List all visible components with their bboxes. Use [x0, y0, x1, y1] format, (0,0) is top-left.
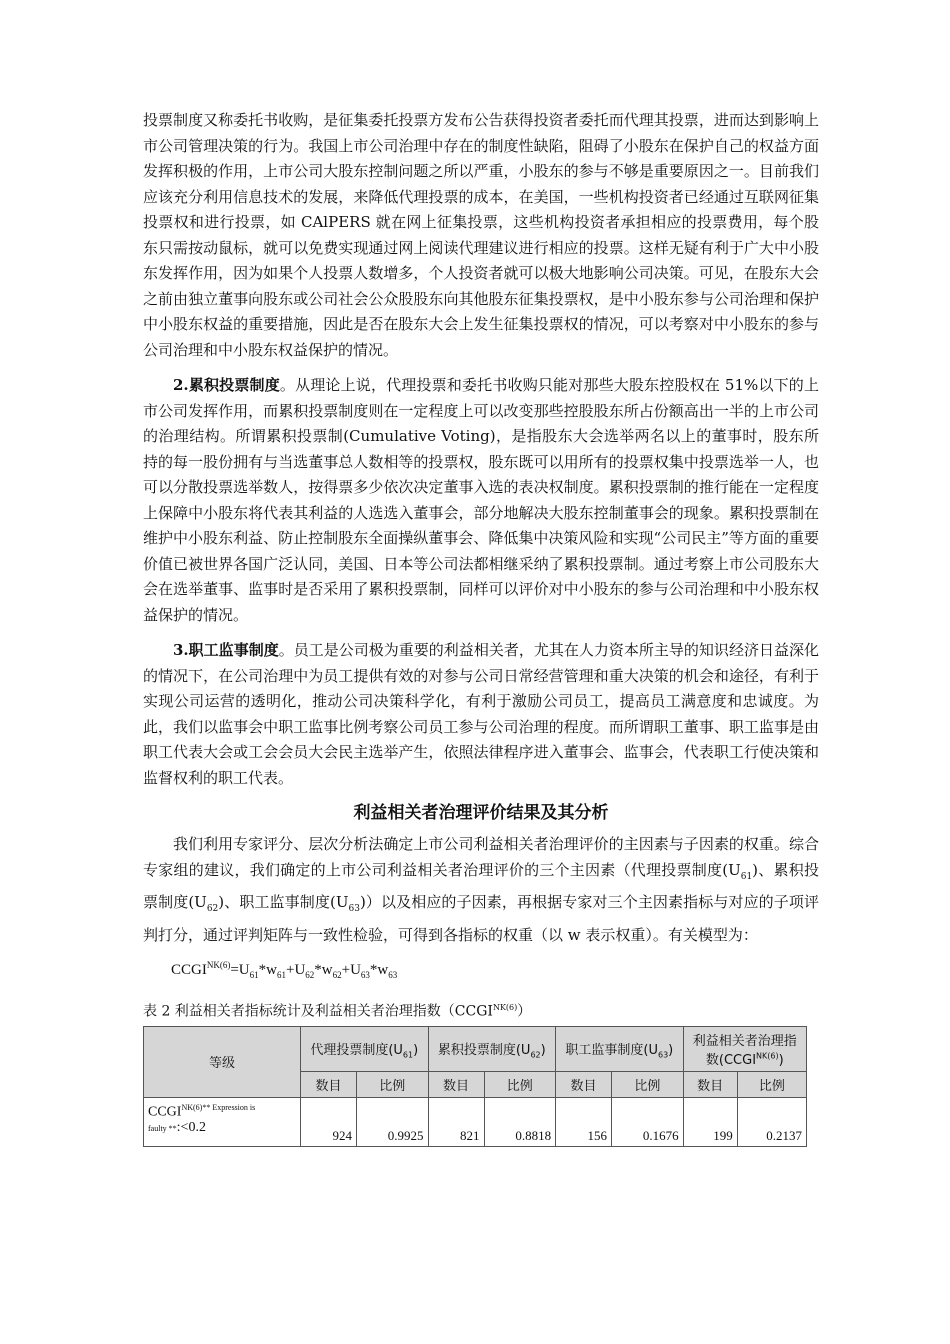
cell-cumulative-count: 821	[428, 1097, 484, 1146]
formula-part: *w	[369, 962, 389, 978]
formula-sub: 63	[388, 970, 398, 980]
subheader-ratio: 比例	[356, 1072, 428, 1097]
cell-employee-ratio: 0.1676	[612, 1097, 684, 1146]
paragraph-employee-supervisor	[143, 638, 819, 791]
cell-index-count: 199	[683, 1097, 737, 1146]
subheader-count: 数目	[428, 1072, 484, 1097]
formula-part: +U	[341, 962, 361, 978]
subheader-count: 数目	[301, 1072, 357, 1097]
header-paren: )	[540, 1042, 546, 1058]
subscript-61: 61	[740, 871, 753, 882]
header-text: 代理投票制度(U	[310, 1042, 403, 1058]
header-text: 职工监事制度(U	[565, 1042, 658, 1058]
formula-sub: 61	[249, 970, 259, 980]
formula-part: +U	[285, 962, 306, 978]
model-formula	[171, 952, 819, 988]
subheader-count: 数目	[556, 1072, 612, 1097]
header-sup: NK(6)	[756, 1051, 779, 1061]
header-text: 数(CCGI	[705, 1052, 757, 1068]
cell-employee-count: 156	[556, 1097, 612, 1146]
stakeholder-index-table	[143, 1026, 807, 1147]
cell-proxy-ratio: 0.9925	[356, 1097, 428, 1146]
formula-sub: 62	[305, 970, 315, 980]
row-label-sup: NK(6)** Expression is	[181, 1102, 256, 1112]
text-employee-supervisor: 。员工是公司极为重要的利益相关者，尤其在人力资本所主导的知识经济日益深化的情况下，在公司治理中为员工提供有效的对参与公司日常经营管理和重大决策的机会和途径，有利于实现公司运营的透明化，推动公司决策科学化，有利于激励公司员工，提高员工满意度和忠诚度。为此，我们以监事会中职工监事比例考察公司员工参与公司治理的程度。而所谓职工董事、职工监事是由职工代表大会或工会会员大会民主选举产生，依照法律程序进入董事会、监事会，代表职工行使决策和监督权利的职工代表。	[143, 641, 819, 787]
formula-lhs-sup: NK(6)	[206, 960, 231, 970]
header-sub: 62	[530, 1050, 541, 1060]
section-title: 利益相关者治理评价结果及其分析	[353, 803, 609, 823]
formula-sub: 62	[332, 970, 342, 980]
subheader-ratio: 比例	[484, 1072, 556, 1097]
row-label	[144, 1097, 301, 1146]
document-content	[143, 108, 819, 1147]
heading-employee-supervisor: 3.职工监事制度	[173, 641, 279, 659]
caption-text: 表 2 利益相关者指标统计及利益相关者治理指数（CCGI	[143, 1003, 493, 1020]
header-text: 利益相关者治理指	[692, 1033, 797, 1049]
heading-cumulative-voting: 2.累积投票制度	[173, 376, 280, 394]
cell-index-ratio: 0.2137	[737, 1097, 806, 1146]
text-evaluation-b: )、累积投票制度(U	[143, 860, 819, 911]
subheader-ratio: 比例	[612, 1072, 684, 1097]
header-cumulative-voting	[428, 1026, 556, 1072]
paragraph-evaluation-method	[143, 832, 819, 948]
text-cumulative-voting: 。从理论上说，代理投票和委托书收购只能对那些大股东控股权在 51%以下的上市公司发挥作用，而累积投票制度则在一定程度上可以改变那些控股股东所占份额高出一半的上市公司的治理结构。所谓累积投票制(Cumulative Voting)，是指股东大会选举两名以上的董事时，股东所持的每一股份拥有与当选董事总人数相等的投票权，股东既可以用所有的投票权集中投票选举一人，也可以分散投票选举数人，按得票多少依次决定董事入选的表决权制度。累积投票制的推行能在一定程度上保障中小股东将代表其利益的人选选入董事会，部分地解决大股东控制董事会的现象。累积投票制在维护中小股东利益、防止控制股东全面操纵董事会、降低集中决策风险和实现“公司民主”等方面的重要价值已被世界各国广泛认同，美国、日本等公司法都相继采纳了累积投票制。通过考察上市公司股东大会在选举董事、监事时是否采用了累积投票制，同样可以评价对中小股东的参与公司治理和中小股东权益保护的情况。	[143, 376, 819, 624]
caption-sup: NK(6)	[492, 1003, 518, 1012]
paragraph-cumulative-voting	[143, 373, 819, 628]
header-paren: )	[413, 1042, 419, 1058]
formula-part: =U	[230, 962, 250, 978]
table-header-row	[144, 1026, 807, 1072]
subheader-ratio: 比例	[737, 1072, 806, 1097]
text-evaluation-d: )）以及相应的子因素，再根据专家对三个主因素指标与对应的子项评判打分，通过评判矩阵与一致性检验，可得到各指标的权重（以 w 表示权重）。有关模型为：	[143, 893, 819, 944]
header-sub: 63	[657, 1050, 669, 1060]
row-label-text: CCGI	[148, 1104, 182, 1120]
formula-sub: 63	[360, 970, 370, 980]
subheader-count: 数目	[683, 1072, 737, 1097]
formula-sub: 61	[276, 970, 286, 980]
header-text: 累积投票制度(U	[437, 1042, 531, 1058]
row-label-range: :<0.2	[176, 1120, 206, 1136]
header-sub: 61	[402, 1050, 414, 1060]
header-paren: )	[668, 1042, 674, 1058]
row-label-small: faulty **	[148, 1124, 177, 1134]
header-governance-index	[683, 1026, 806, 1072]
header-employee-supervisor	[556, 1026, 684, 1072]
cell-proxy-count: 924	[301, 1097, 357, 1146]
caption-end: ）	[517, 1003, 532, 1020]
table-row	[144, 1097, 807, 1146]
header-grade: 等级	[144, 1026, 301, 1097]
text-evaluation-c: )、职工监事制度(U	[218, 893, 349, 911]
subscript-62: 62	[206, 904, 219, 914]
formula-part: *w	[314, 962, 333, 978]
formula-lhs: CCGI	[171, 962, 207, 978]
header-proxy-voting	[301, 1026, 429, 1072]
paragraph-proxy-voting: 投票制度又称委托书收购，是征集委托投票方发布公告获得投资者委托而代理其投票，进而达到影响上市公司管理决策的行为。我国上市公司治理中存在的制度性缺陷，阻碍了小股东在保护自己的权益方面发挥积极的作用，上市公司大股东控制问题之所以严重，小股东的参与不够是重要原因之一。目前我们应该充分利用信息技术的发展，来降低代理投票的成本，在美国，一些机构投资者已经通过互联网征集投票权和进行投票，如 CAlPERS 就在网上征集投票，这些机构投资者承担相应的投票费用，每个股东只需按动鼠标，就可以免费实现通过网上阅读代理建议进行相应的投票。这样无疑有利于广大中小股东发挥作用，因为如果个人投票人数增多，个人投资者就可以极大地影响公司决策。可见，在股东大会之前由独立董事向股东或公司社会公众股股东向其他股东征集投票权，是中小股东参与公司治理和保护中小股东权益的重要措施，因此是否在股东大会上发生征集投票权的情况，可以考察对中小股东的参与公司治理和中小股东权益保护的情况。	[143, 111, 819, 359]
text-evaluation-a: 我们利用专家评分、层次分析法确定上市公司利益相关者治理评价的主因素与子因素的权重。综合专家组的建议，我们确定的上市公司利益相关者治理评价的三个主因素（代理投票制度(U	[143, 835, 819, 879]
cell-cumulative-ratio: 0.8818	[484, 1097, 556, 1146]
subscript-63: 63	[348, 904, 360, 914]
header-paren: )	[778, 1052, 784, 1068]
formula-part: *w	[258, 962, 277, 978]
table-caption	[143, 996, 819, 1024]
